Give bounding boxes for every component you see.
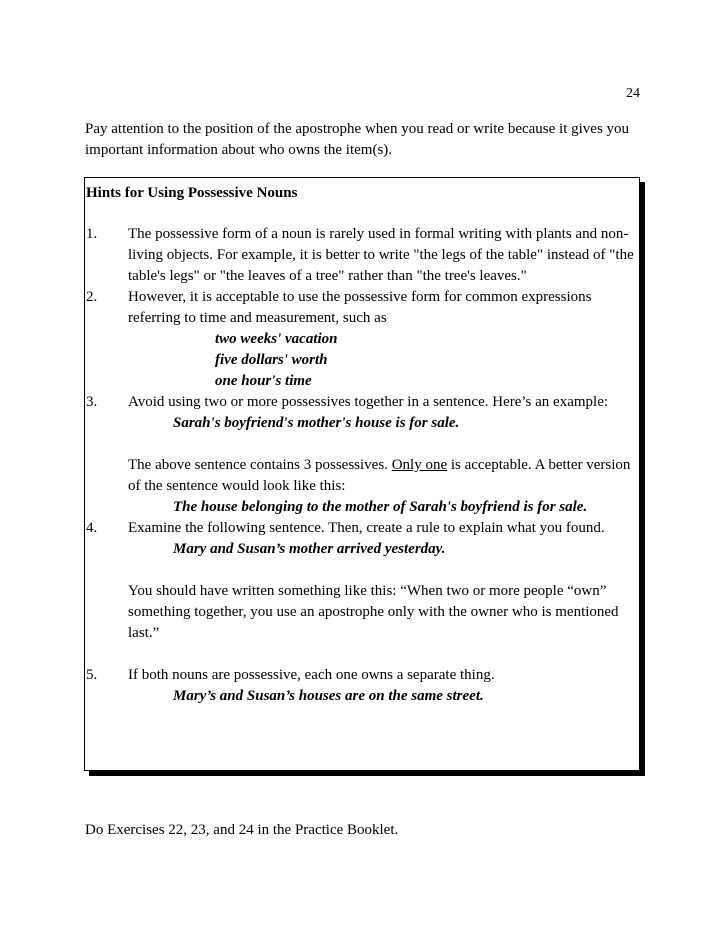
follow-text-after: is acceptable. A better version of the sentence would look like this: <box>128 457 631 494</box>
example-phrase: five dollars' worth <box>215 352 328 368</box>
example-phrase: one hour's time <box>215 373 312 389</box>
hint-item-4 <box>85 518 639 665</box>
hint-text: However, it is acceptable to use the possessive form for common expressions referring to time and measurement, such as <box>128 289 592 326</box>
hint-number: 1. <box>86 226 98 242</box>
hint-item-5 <box>85 665 639 707</box>
example-sentence: Sarah's boyfriend's mother's house is for sale. <box>173 415 460 431</box>
hint-number: 2. <box>86 289 98 305</box>
hints-box <box>84 177 640 771</box>
hints-list <box>85 224 639 707</box>
underlined-text: Only one <box>391 457 448 473</box>
example-sentence: Mary’s and Susan’s houses are on the same street. <box>173 688 484 704</box>
hint-item-3 <box>85 392 639 518</box>
hints-title: Hints for Using Possessive Nouns <box>86 185 298 201</box>
page-number: 24 <box>626 86 640 101</box>
example-sentence: The house belonging to the mother of Sarah's boyfriend is for sale. <box>173 499 588 515</box>
hint-number: 4. <box>86 520 98 536</box>
example-phrase: two weeks' vacation <box>215 331 338 347</box>
hint-follow-text <box>128 455 639 497</box>
hint-text: Avoid using two or more possessives together in a sentence. Here’s an example: <box>128 394 609 410</box>
hint-text: Examine the following sentence. Then, create a rule to explain what you found. <box>128 520 605 536</box>
hint-item-2 <box>85 287 639 392</box>
hint-number: 3. <box>86 394 98 410</box>
outro-paragraph: Do Exercises 22, 23, and 24 in the Practice Booklet. <box>85 822 399 838</box>
hint-text: The possessive form of a noun is rarely used in formal writing with plants and non-living objects. For example, it is better to write "the legs of the table" instead of "the table's legs" or "the leaves of a tree" rather than "the tree's leaves." <box>128 226 634 284</box>
hint-text: If both nouns are possessive, each one owns a separate thing. <box>128 667 495 683</box>
follow-text-before: The above sentence contains 3 possessives. <box>128 457 392 473</box>
hint-number: 5. <box>86 667 98 683</box>
hint-item-1 <box>85 224 639 287</box>
example-sentence: Mary and Susan’s mother arrived yesterday. <box>173 541 446 557</box>
hint-follow-text: You should have written something like this: “When two or more people “own” something together, you use an apostrophe only with the owner who is mentioned last.” <box>128 583 619 641</box>
intro-paragraph: Pay attention to the position of the apostrophe when you read or write because it gives you important information about who owns the item(s). <box>85 121 630 158</box>
